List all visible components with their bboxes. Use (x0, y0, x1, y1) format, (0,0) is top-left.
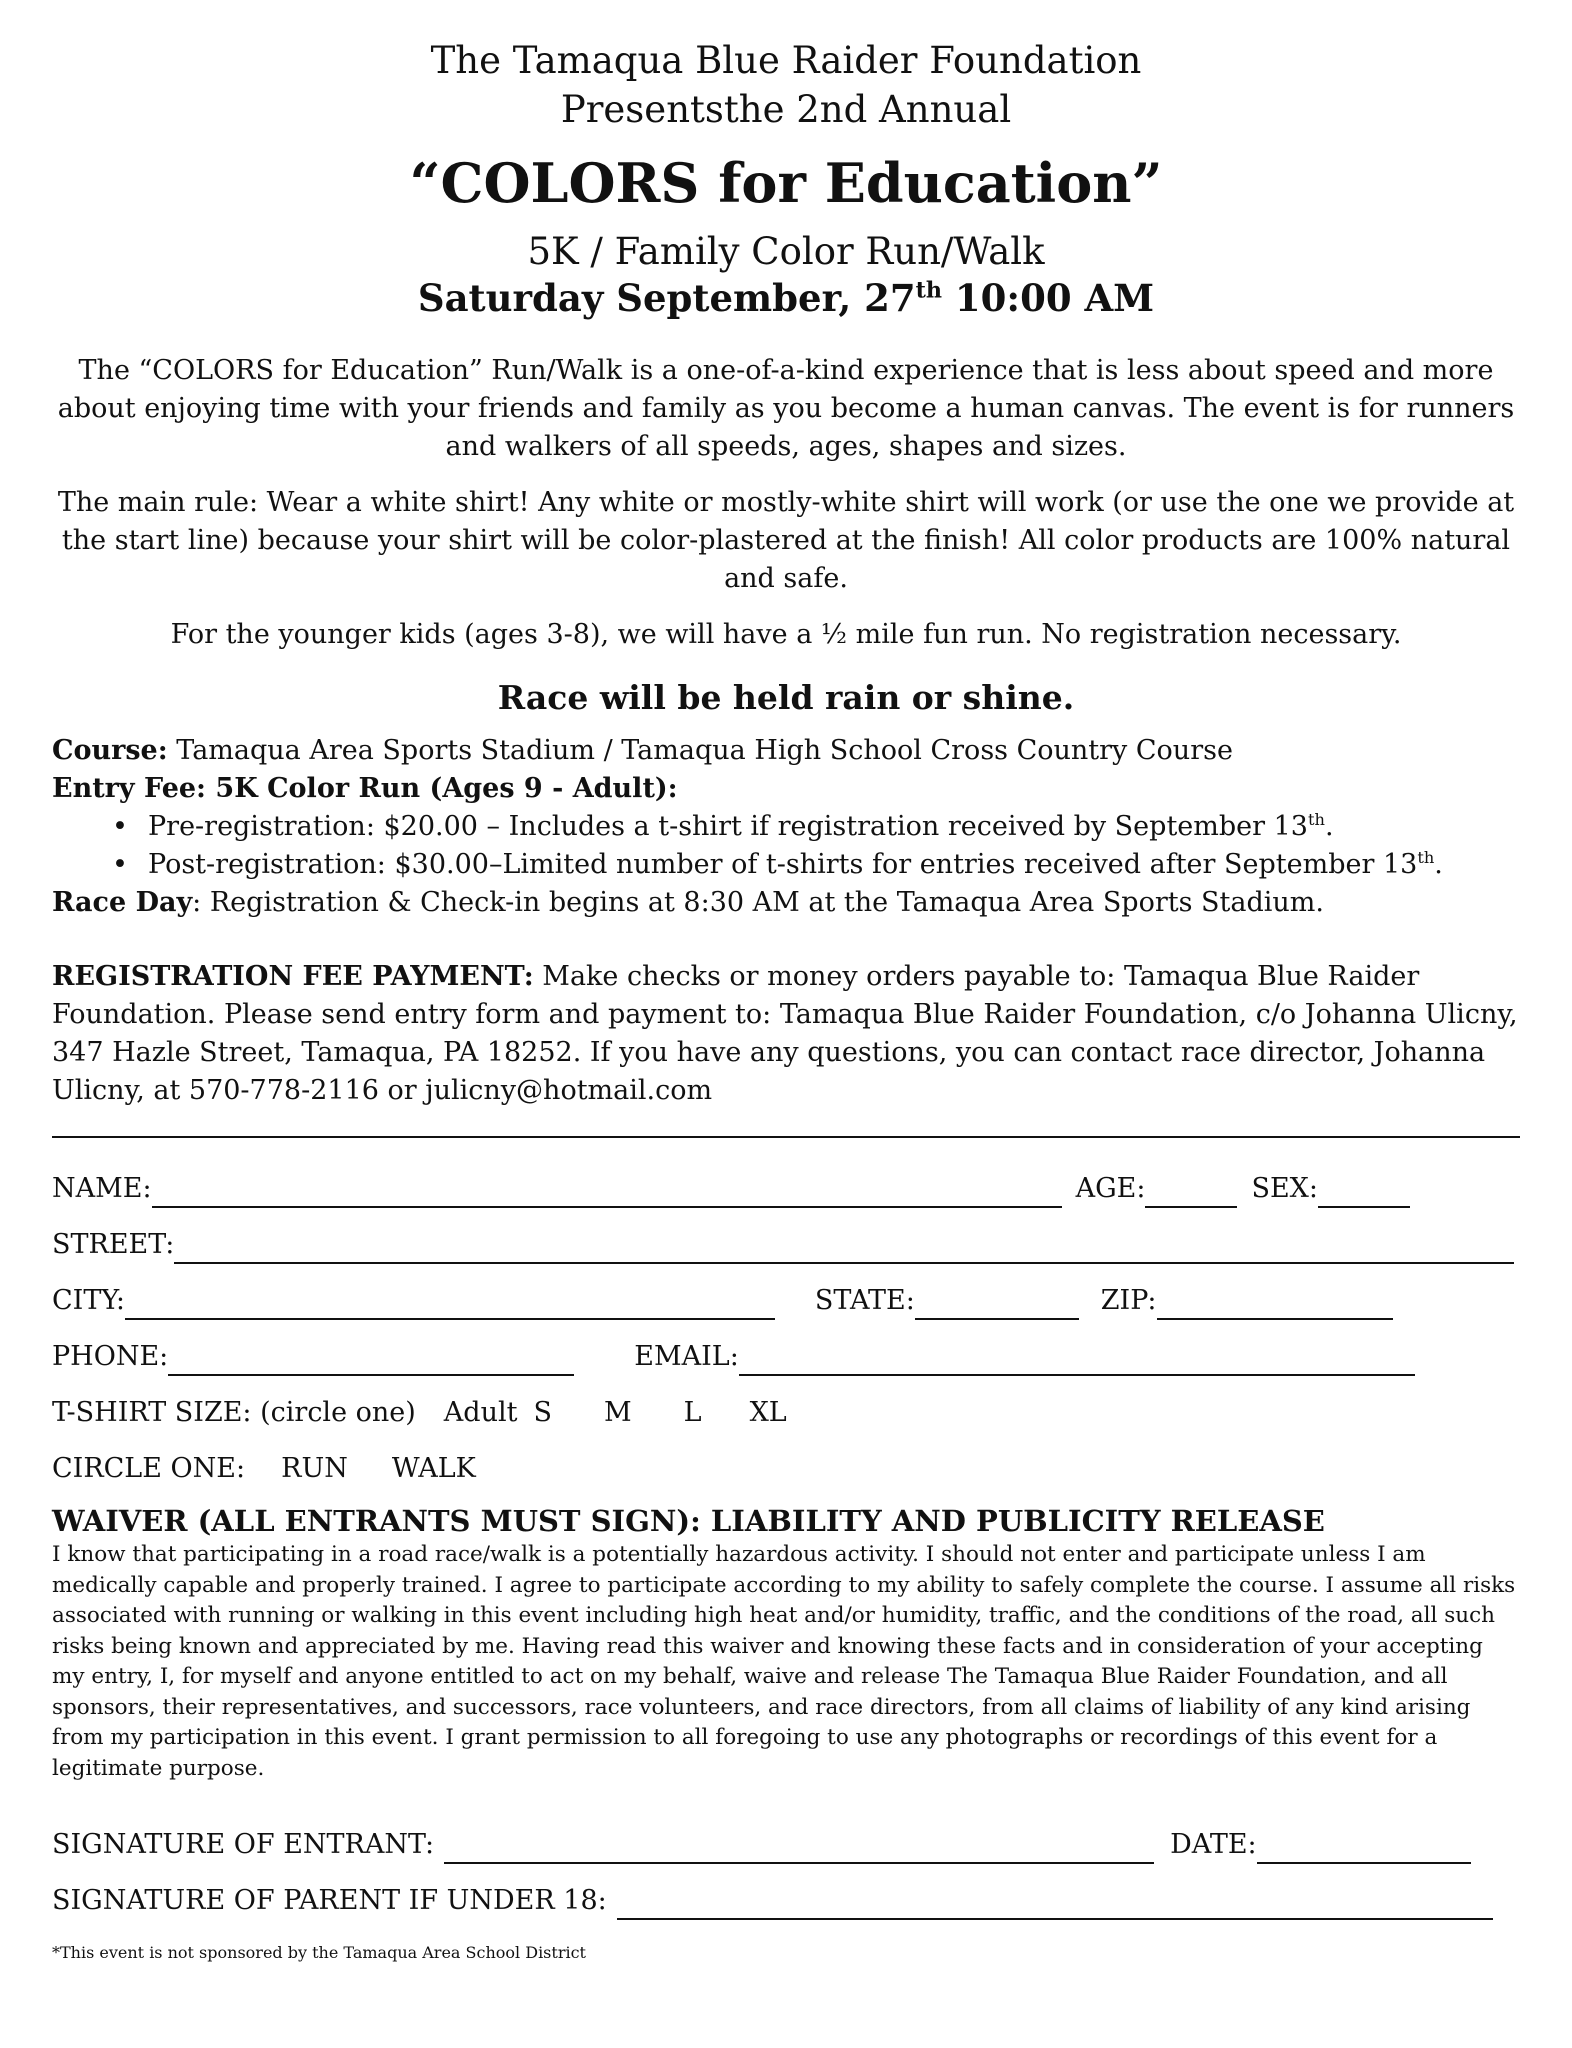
race-day-text: : Registration & Check-in begins at 8:30 AM at the Tamaqua Area Sports Stadium. (192, 887, 1324, 918)
pre-registration-text: Pre-registration: $20.00 – Includes a t-shirt if registration received by September 13 (148, 811, 1308, 842)
phone-field[interactable] (168, 1348, 574, 1376)
payment-info (52, 958, 1520, 1110)
entrant-signature-field[interactable] (444, 1836, 1154, 1864)
age-field[interactable] (1145, 1180, 1237, 1208)
state-field[interactable] (915, 1292, 1079, 1320)
email-field[interactable] (739, 1348, 1415, 1376)
header (52, 36, 1520, 322)
size-option-l[interactable]: L (683, 1397, 702, 1428)
entrant-signature-row (52, 1808, 1520, 1864)
course-line (52, 732, 1520, 770)
signature-date-field[interactable] (1257, 1836, 1471, 1864)
event-title: “COLORS for Education” (409, 151, 1163, 215)
size-option-s[interactable]: S (533, 1397, 552, 1428)
size-option-m[interactable]: M (603, 1397, 632, 1428)
parent-signature-field[interactable] (617, 1892, 1493, 1920)
zip-field[interactable] (1157, 1292, 1393, 1320)
waiver-heading: WAIVER (ALL ENTRANTS MUST SIGN): LIABILITY AND PUBLICITY RELEASE (52, 1504, 1325, 1538)
event-date-prefix: Saturday September, 27 (417, 276, 916, 320)
event-date-sup: th (915, 277, 943, 304)
post-registration-sup: th (1417, 848, 1435, 867)
age-label: AGE: (1075, 1173, 1146, 1204)
entrant-signature-label: SIGNATURE OF ENTRANT: (52, 1829, 435, 1860)
sex-label: SEX: (1251, 1173, 1318, 1204)
zip-label: ZIP: (1100, 1285, 1157, 1316)
street-field[interactable] (174, 1236, 1514, 1264)
entry-fee-line: Entry Fee: 5K Color Run (Ages 9 - Adult): (52, 773, 678, 804)
parent-signature-row (52, 1864, 1520, 1920)
city-row (52, 1264, 1520, 1320)
tshirt-label: T-SHIRT SIZE: (circle one) (52, 1397, 416, 1428)
city-field[interactable] (125, 1292, 775, 1320)
circle-one-row (52, 1432, 1520, 1488)
name-row (52, 1152, 1520, 1208)
description-para-2: The main rule: Wear a white shirt! Any white or mostly-white shirt will work (or use the one we provide at the start line) because your shirt will be color-plastered at the finish! All color products are 100% natural and safe. (57, 487, 1515, 594)
phone-row (52, 1320, 1520, 1376)
fee-list (52, 808, 1520, 884)
event-details (52, 732, 1520, 922)
course-text: Tamaqua Area Sports Stadium / Tamaqua High School Cross Country Course (167, 735, 1233, 766)
description-para-3: For the younger kids (ages 3-8), we will have a ½ mile fun run. No registration necessary. (170, 619, 1402, 650)
tshirt-row (52, 1376, 1520, 1432)
description-para-1: The “COLORS for Education” Run/Walk is a one-of-a-kind experience that is less about speed and more about enjoying time with your friends and family as you become a human canvas. The event is for runners and walkers of all speeds, ages, shapes and sizes. (57, 355, 1515, 462)
street-row (52, 1208, 1520, 1264)
payment-text: Make checks or money orders payable to: Tamaqua Blue Raider Foundation. Please send entry form and payment to: Tamaqua Blue Raider Foundation, c/o Johanna Ulicny, 347 Hazle Street, Tamaqua, PA 18252. If you have any questions, you can contact race director, Johanna Ulicny, at 570-778-2116 or julicny@hotmail.com (52, 961, 1518, 1106)
state-label: STATE: (814, 1285, 915, 1316)
signature-section (52, 1808, 1520, 1920)
parent-signature-label: SIGNATURE OF PARENT IF UNDER 18: (52, 1885, 607, 1916)
email-label: EMAIL: (634, 1341, 739, 1372)
registration-form (52, 1152, 1520, 1488)
post-registration-item (112, 846, 1520, 884)
name-label: NAME: (52, 1173, 152, 1204)
name-field[interactable] (152, 1180, 1062, 1208)
org-line: The Tamaqua Blue Raider Foundation (430, 39, 1142, 82)
tshirt-adult: Adult (443, 1397, 518, 1428)
street-label: STREET: (52, 1229, 175, 1260)
circle-one-label: CIRCLE ONE: (52, 1453, 246, 1484)
run-option[interactable]: RUN (281, 1453, 348, 1484)
post-registration-end: . (1434, 849, 1443, 880)
pre-registration-item (112, 808, 1520, 846)
signature-date-label: DATE: (1170, 1829, 1257, 1860)
sex-field[interactable] (1318, 1180, 1410, 1208)
size-option-xl[interactable]: XL (749, 1397, 787, 1428)
walk-option[interactable]: WALK (391, 1453, 476, 1484)
race-day-line (52, 884, 1520, 922)
pre-registration-end: . (1324, 811, 1334, 842)
presents-line: Presentsthe 2nd Annual (560, 88, 1012, 131)
event-date (52, 275, 1520, 322)
pre-registration-sup: th (1308, 810, 1325, 829)
race-day-label: Race Day (52, 887, 193, 918)
city-label: CITY: (52, 1285, 125, 1316)
waiver-text: I know that participating in a road race/walk is a potentially hazardous activity. I should not enter and participate unless I am medically capable and properly trained. I agree to participate according to my ability to safely complete the course. I assume all risks associated with running or walking in this event including high heat and/or humidity, traffic, and the conditions of the road, all such risks being known and appreciated by me. Having read this waiver and knowing these facts and in consideration of your accepting my entry, I, for myself and anyone entitled to act on my behalf, waive and release The Tamaqua Blue Raider Foundation, and all sponsors, their representatives, and successors, race volunteers, and race directors, from all claims of liability of any kind arising from my participation in this event. I grant permission to all foregoing to use any photographs or recordings of this event for a legitimate purpose. (52, 1542, 1516, 1781)
rain-or-shine: Race will be held rain or shine. (497, 678, 1075, 717)
payment-label: REGISTRATION FEE PAYMENT: (52, 961, 534, 992)
phone-label: PHONE: (52, 1341, 169, 1372)
course-label: Course: (52, 735, 168, 766)
divider-line (52, 1122, 1520, 1138)
sponsor-disclaimer: *This event is not sponsored by the Tamaqua Area School District (52, 1943, 586, 1962)
event-subtitle: 5K / Family Color Run/Walk (527, 230, 1045, 273)
event-date-suffix: 10:00 AM (942, 276, 1155, 320)
post-registration-text: Post-registration: $30.00–Limited number of t-shirts for entries received after September 13 (148, 849, 1418, 880)
